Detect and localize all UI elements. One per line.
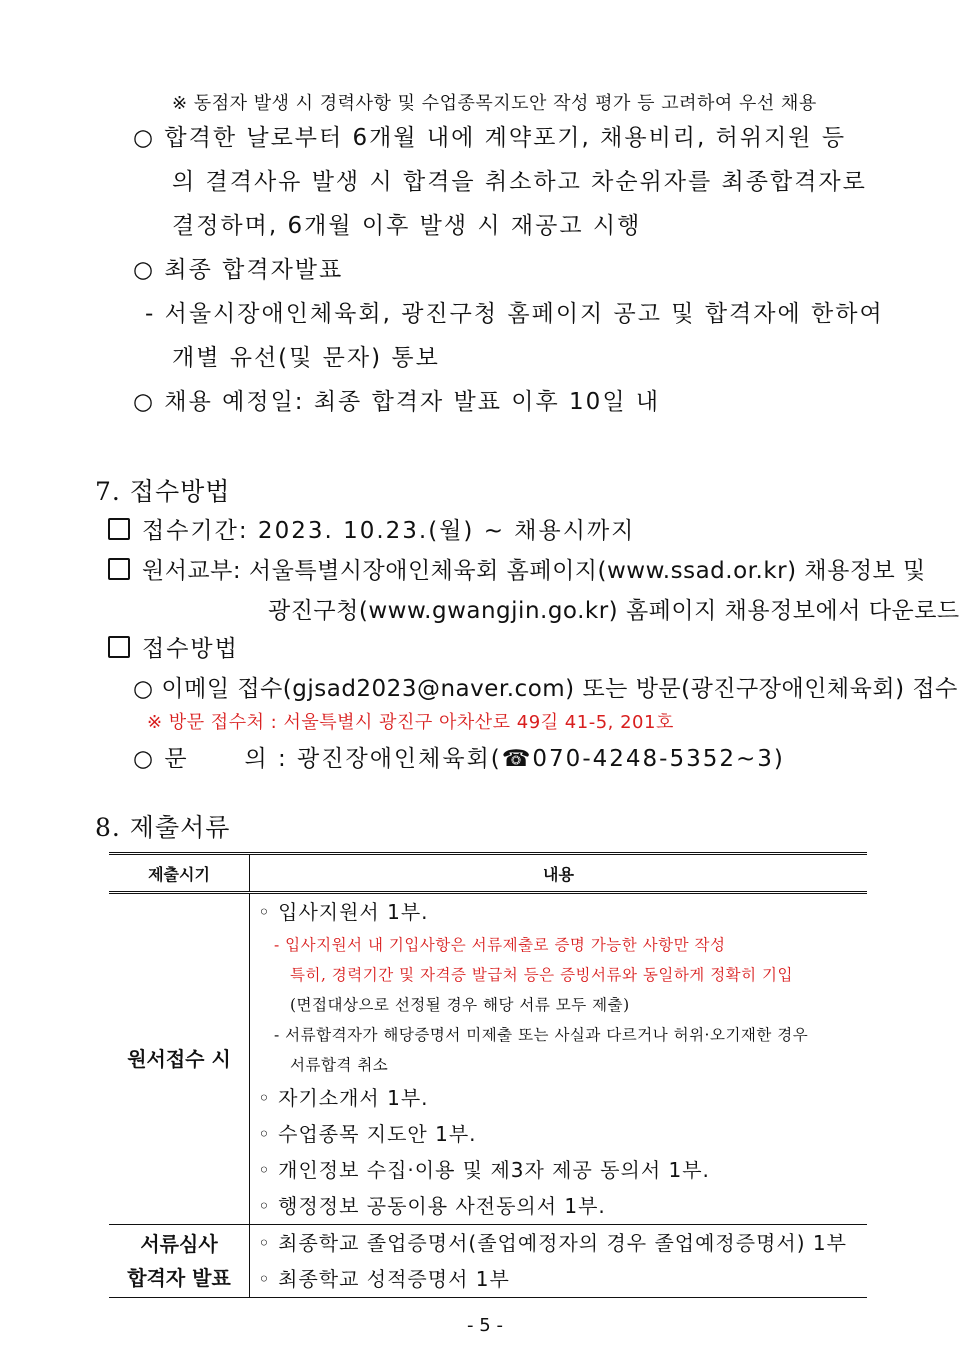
table-row [109, 1225, 867, 1298]
row-contents-application [250, 893, 868, 1225]
section-8-title: 8. 제출서류 [95, 813, 231, 842]
visit-location-note: ※ 방문 접수처 : 서울특별시 광진구 아차산로 49길 41-5, 201호 [147, 712, 674, 733]
table-header-timing: 제출시기 [109, 854, 250, 893]
table-header-contents: 내용 [250, 854, 868, 893]
cancel-clause-line-2: 의 결격사유 발생 시 합격을 취소하고 차순위자를 최종합격자로 [172, 169, 867, 195]
application-note-4: - 서류합격자가 해당증명서 미제출 또는 사실과 다르거나 허위·오기재한 경우 [274, 1026, 809, 1044]
form-distribution-line-2: 광진구청(www.gwangjin.go.kr) 홈페이지 채용정보에서 다운로드 [268, 598, 960, 624]
receipt-period-text: 접수기간: 2023. 10.23.(월) ~ 채용시까지 [142, 518, 636, 544]
receipt-period [108, 512, 635, 545]
row-label-screening-line-2: 합격자 발표 [127, 1266, 231, 1290]
checkbox-square-icon [108, 636, 130, 658]
application-note-5: 서류합격 취소 [290, 1056, 389, 1074]
section-7-title: 7. 접수방법 [95, 477, 231, 506]
tie-break-note: ※ 동점자 발생 시 경력사항 및 수업종목지도안 작성 평가 등 고려하여 우선 채용 [172, 93, 817, 114]
documents-table [109, 852, 867, 1298]
email-receipt: ○ 이메일 접수(gjsad2023@naver.com) 또는 방문(광진구장애인체육회) 접수 [133, 676, 958, 702]
doc-admin-info-consent: ◦ 행정정보 공동이용 사전동의서 1부. [258, 1194, 606, 1218]
application-note-2: 특히, 경력기간 및 자격증 발급처 등은 증빙서류와 동일하게 정확히 기입 [290, 966, 793, 984]
application-note-1: - 입사지원서 내 기입사항은 서류제출로 증명 가능한 사항만 작성 [274, 936, 726, 954]
row-contents-screening [250, 1225, 868, 1298]
doc-application-form: ◦ 입사지원서 1부. [258, 900, 429, 924]
doc-privacy-consent: ◦ 개인정보 수집·이용 및 제3자 제공 동의서 1부. [258, 1158, 710, 1182]
doc-lesson-plan: ◦ 수업종목 지도안 1부. [258, 1122, 477, 1146]
row-label-application: 원서접수 시 [109, 893, 250, 1225]
inquiry: ○ 문 의 : 광진장애인체육회(☎070-4248-5352~3) [133, 746, 785, 772]
checkbox-square-icon [108, 518, 130, 540]
receipt-method-text: 접수방법 [142, 636, 239, 662]
form-distribution [108, 552, 926, 585]
checkbox-square-icon [108, 558, 130, 580]
final-announcement-line-1: - 서울시장애인체육회, 광진구청 홈페이지 공고 및 합격자에 한하여 [145, 301, 884, 327]
doc-transcript: ◦ 최종학교 성적증명서 1부 [258, 1267, 510, 1291]
doc-self-introduction: ◦ 자기소개서 1부. [258, 1086, 429, 1110]
cancel-clause-line-1: ○ 합격한 날로부터 6개월 내에 계약포기, 채용비리, 허위지원 등 [133, 125, 847, 151]
table-row [109, 893, 867, 1225]
application-note-3: (면접대상으로 선정될 경우 해당 서류 모두 제출) [290, 996, 630, 1014]
page-number: - 5 - [467, 1315, 503, 1336]
hire-date: ○ 채용 예정일: 최종 합격자 발표 이후 10일 내 [133, 389, 661, 415]
receipt-method [108, 630, 239, 663]
row-label-screening [109, 1225, 250, 1298]
cancel-clause-line-3: 결정하며, 6개월 이후 발생 시 재공고 시행 [172, 213, 642, 239]
row-label-screening-line-1: 서류심사 [140, 1232, 218, 1256]
final-announcement-line-2: 개별 유선(및 문자) 통보 [172, 345, 440, 371]
doc-graduation-certificate: ◦ 최종학교 졸업증명서(졸업예정자의 경우 졸업예정증명서) 1부 [258, 1231, 847, 1255]
form-distribution-text: 원서교부: 서울특별시장애인체육회 홈페이지(www.ssad.or.kr) 채용정보 및 [142, 558, 926, 584]
final-announcement-title: ○ 최종 합격자발표 [133, 257, 344, 283]
